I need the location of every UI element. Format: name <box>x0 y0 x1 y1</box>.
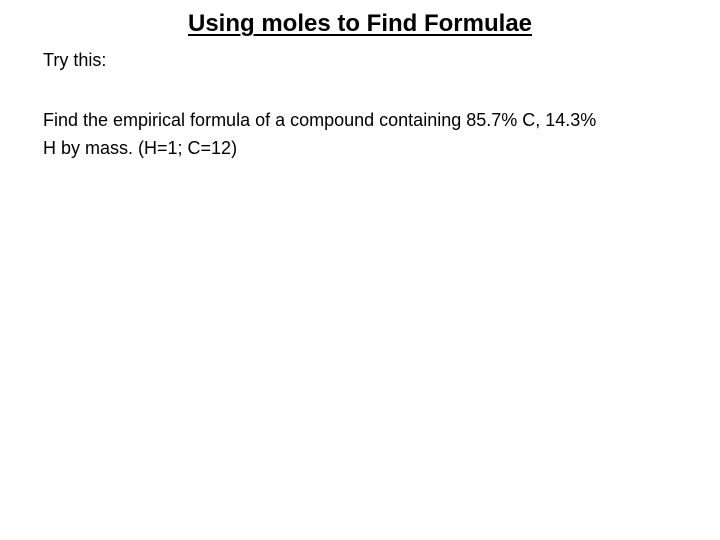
question-text <box>43 106 683 162</box>
intro-text: Try this: <box>43 50 107 70</box>
slide-title: Using moles to Find Formulae <box>187 10 533 37</box>
question-line: H by mass. (H=1; C=12) <box>43 138 238 158</box>
question-line: Find the empirical formula of a compound containing 85.7% C, 14.3% <box>43 110 597 130</box>
